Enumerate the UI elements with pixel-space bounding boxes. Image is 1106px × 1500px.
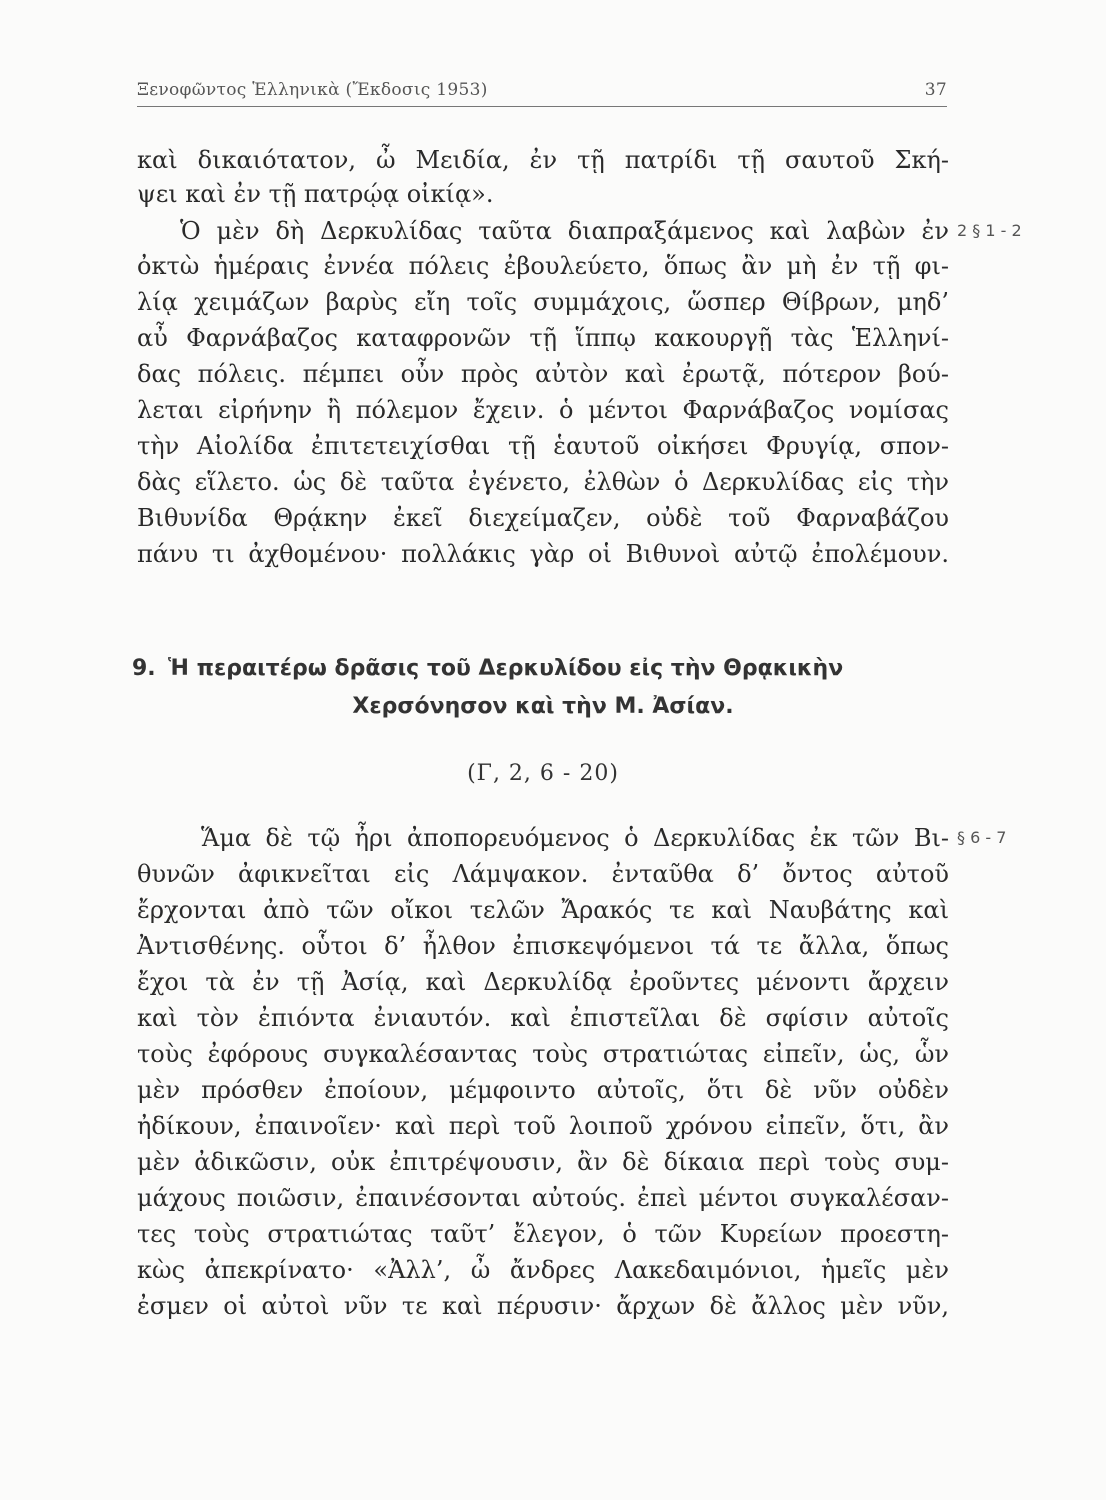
text-line: ὀκτὼ ἡμέραις ἐννέα πόλεις ἐβουλεύετο, ὅπως ἂν μὴ ἐν τῇ φι- <box>137 252 949 280</box>
text-line: καὶ δικαιότατον, ὦ Μειδία, ἐν τῇ πατρίδι τῇ σαυτοῦ Σκή- <box>137 146 949 174</box>
running-header-title: Ξενοφῶντος Ἑλληνικὰ (Ἔκδοσις 1953) <box>137 80 488 100</box>
text-line: κὼς ἀπεκρίνατο· «Ἀλλ’, ὦ ἄνδρες Λακεδαιμόνιοι, ἡμεῖς μὲν <box>137 1256 949 1284</box>
text-line: ψει καὶ ἐν τῇ πατρῴᾳ οἰκίᾳ». <box>137 180 494 208</box>
section-reference: (Γ, 2, 6 - 20) <box>467 761 619 786</box>
text-line: ἔρχονται ἀπὸ τῶν οἴκοι τελῶν Ἄρακός τε καὶ Ναυβάτης καὶ <box>137 896 949 924</box>
text-line: αὖ Φαρνάβαζος καταφρονῶν τῇ ἵππῳ κακουργῇ τὰς Ἑλληνί- <box>137 324 949 352</box>
text-line: Βιθυνίδα Θρᾴκην ἐκεῖ διεχείμαζεν, οὐδὲ τοῦ Φαρναβάζου <box>137 504 949 532</box>
text-line: ἐσμεν οἱ αὐτοὶ νῦν τε καὶ πέρυσιν· ἄρχων δὲ ἄλλος μὲν νῦν, <box>137 1292 949 1320</box>
section-heading: Χερσόνησον καὶ τὴν Μ. Ἀσίαν. <box>352 694 734 719</box>
text-line: καὶ τὸν ἐπιόντα ἐνιαυτόν. καὶ ἐπιστεῖλαι δὲ σφίσιν αὐτοῖς <box>137 1004 949 1032</box>
text-line: Ἀντισθένης. οὗτοι δ’ ἦλθον ἐπισκεψόμενοι τά τε ἄλλα, ὅπως <box>137 932 949 960</box>
text-line: Ἅμα δὲ τῷ ἦρι ἀποπορευόμενος ὁ Δερκυλίδας ἐκ τῶν Βι- <box>201 824 949 852</box>
text-line: λεται εἰρήνην ἢ πόλεμον ἔχειν. ὁ μέντοι Φαρνάβαζος νομίσας <box>137 396 949 424</box>
margin-note: § 6 - 7 <box>957 828 1007 847</box>
margin-note: 2 § 1 - 2 <box>957 221 1022 240</box>
text-line: μὲν ἀδικῶσιν, οὐκ ἐπιτρέψουσιν, ἂν δὲ δίκαια περὶ τοὺς συμ- <box>137 1148 949 1176</box>
text-line: Ὁ μὲν δὴ Δερκυλίδας ταῦτα διαπραξάμενος καὶ λαβὼν ἐν <box>180 217 949 245</box>
text-line: ἔχοι τὰ ἐν τῇ Ἀσίᾳ, καὶ Δερκυλίδᾳ ἐροῦντες μένοντι ἄρχειν <box>137 968 949 996</box>
text-line: ἠδίκουν, ἐπαινοῖεν· καὶ περὶ τοῦ λοιποῦ χρόνου εἰπεῖν, ὅτι, ἂν <box>137 1112 949 1140</box>
text-line: πάνυ τι ἀχθομένου· πολλάκις γὰρ οἱ Βιθυνοὶ αὐτῷ ἐπολέμουν. <box>137 540 949 568</box>
text-line: τοὺς ἐφόρους συγκαλέσαντας τοὺς στρατιώτας εἰπεῖν, ὡς, ὧν <box>137 1040 949 1068</box>
text-line: τες τοὺς στρατιώτας ταῦτ’ ἔλεγον, ὁ τῶν Κυρείων προεστη- <box>137 1220 949 1248</box>
text-line: θυνῶν ἀφικνεῖται εἰς Λάμψακον. ἐνταῦθα δ’ ὄντος αὐτοῦ <box>137 860 949 888</box>
text-line: λίᾳ χειμάζων βαρὺς εἴη τοῖς συμμάχοις, ὥσπερ Θίβρων, μηδ’ <box>137 288 949 316</box>
text-line: δας πόλεις. πέμπει οὖν πρὸς αὐτὸν καὶ ἐρωτᾷ, πότερον βού- <box>137 360 949 388</box>
running-header <box>137 76 947 107</box>
text-line: τὴν Αἰολίδα ἐπιτετειχίσθαι τῇ ἑαυτοῦ οἰκήσει Φρυγίᾳ, σπον- <box>137 432 949 460</box>
text-line: μὲν πρόσθεν ἐποίουν, μέμφοιντο αὐτοῖς, ὅτι δὲ νῦν οὐδὲν <box>137 1076 949 1104</box>
text-line: δὰς εἵλετο. ὡς δὲ ταῦτα ἐγένετο, ἐλθὼν ὁ Δερκυλίδας εἰς τὴν <box>137 468 949 496</box>
page-number: 37 <box>924 80 947 100</box>
section-heading: Ἡ περαιτέρω δρᾶσις τοῦ Δερκυλίδου εἰς τὴν Θρᾳκικὴν <box>168 656 844 681</box>
text-line: μάχους ποιῶσιν, ἐπαινέσονται αὐτούς. ἐπεὶ μέντοι συγκαλέσαν- <box>137 1184 949 1212</box>
section-number: 9. <box>132 656 156 681</box>
